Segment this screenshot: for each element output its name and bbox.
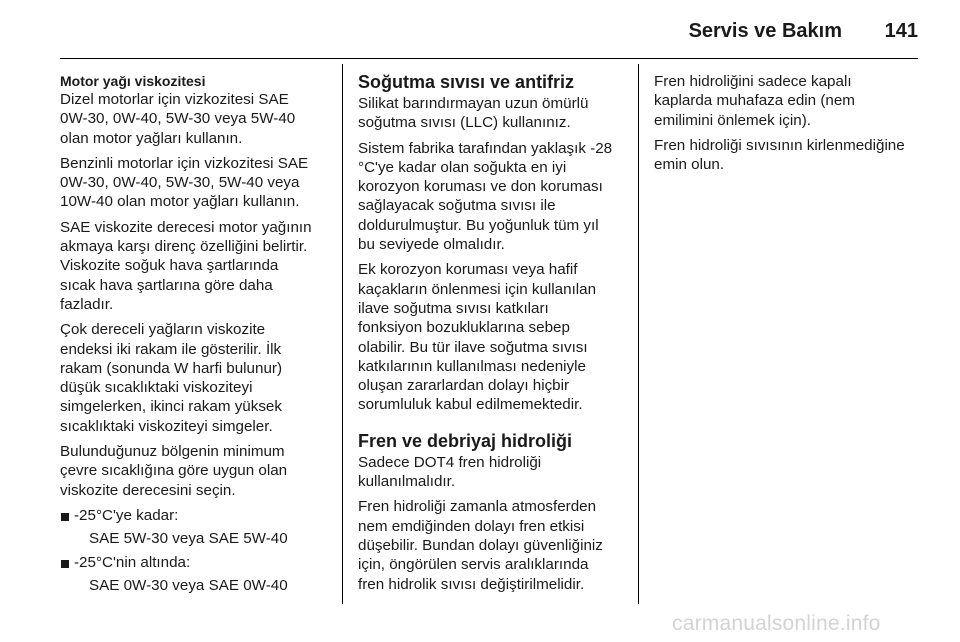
section-heading-brake-fluid: Fren ve debriyaj hidroliği [358, 430, 573, 451]
page-number: 141 [884, 20, 918, 42]
column-middle [358, 72, 626, 600]
column-divider [342, 64, 343, 604]
bullet-square-icon [61, 513, 69, 521]
column-left [60, 72, 328, 599]
bullet-value: SAE 0W-30 veya SAE 0W-40 [89, 576, 288, 594]
paragraph: Fren hidroliğini sadece kapalı kaplarda muhafaza edin (nem emilimini önlemek için). [654, 73, 855, 129]
column-divider [638, 64, 639, 604]
column-right [654, 72, 922, 180]
paragraph: Fren hidroliği sıvısının kirlenmediğine emin olun. [654, 136, 905, 174]
section-heading-motor-oil-viscosity: Motor yağı viskozitesi [60, 73, 206, 89]
paragraph: Sadece DOT4 fren hidroliği kullanılmalıdır. [358, 453, 542, 491]
paragraph: Benzinli motorlar için vizkozitesi SAE 0W-30, 0W-40, 5W-30, 5W-40 veya 10W-40 olan motor yağları kullanın. [60, 154, 309, 211]
header-title: Servis ve Bakım [688, 20, 842, 42]
header-rule [60, 58, 918, 59]
watermark-text: carmanualsonline.info [672, 612, 881, 635]
paragraph: Dizel motorlar için vizkozitesi SAE 0W-30, 0W-40, 5W-30 veya 5W-40 olan motor yağları kullanın. [60, 91, 296, 147]
paragraph: Ek korozyon koruması veya hafif kaçakların önlenmesi için kullanılan ilave soğutma sıvısı katkıları fonksiyon bozukluklarına sebep olabilir. Bu tür ilave soğutma sıvısı katkılarının kullanılması nedeniyle oluşan zararlardan dolayı hiçbir sorumluluk kabul edilmemektedir. [358, 261, 597, 414]
paragraph: Çok dereceli yağların viskozite endeksi iki rakam ile gösterilir. İlk rakam (sonunda W harfi bulunur) düşük sıcaklıktaki viskoziteyi simgelerken, ikinci rakam yüksek sıcaklıktaki viskoziteyi simgeler. [60, 321, 283, 435]
paragraph: Sistem fabrika tarafından yaklaşık -28 °C'ye kadar olan soğukta en iyi korozyon koruması ve don koruması sağlayacak soğutma sıvısı ile doldurulmuştur. Bu yoğunluk tüm yıl bu seviyede olmalıdır. [358, 139, 613, 254]
bullet-square-icon [61, 560, 69, 568]
page-header [0, 0, 960, 58]
paragraph: SAE viskozite derecesi motor yağının akmaya karşı direnç özelliğini belirtir. Viskozite soğuk hava şartlarında sıcak hava şartlarına göre daha fazladır. [60, 218, 312, 313]
bullet-item [60, 506, 328, 549]
paragraph: Bulunduğunuz bölgenin minimum çevre sıcaklığına göre uygun olan viskozite derecesini seçin. [60, 443, 288, 499]
paragraph: Silikat barındırmayan uzun ömürlü soğutma sıvısı (LLC) kullanınız. [358, 95, 589, 132]
paragraph: Fren hidroliği zamanla atmosferden nem emdiğinden dolayı fren etkisi düşebilir. Bundan dolayı güvenliğiniz için, öngörülen servis aralıklarında fren hidrolik sıvısı değiştirilmelidir. [358, 498, 603, 593]
section-heading-coolant: Soğutma sıvısı ve antifriz [358, 72, 575, 92]
bullet-label: -25°C'nin altında: [74, 553, 191, 571]
bullet-value: SAE 5W-30 veya SAE 5W-40 [89, 530, 288, 548]
bullet-label: -25°C'ye kadar: [74, 506, 179, 524]
bullet-item [60, 553, 328, 596]
